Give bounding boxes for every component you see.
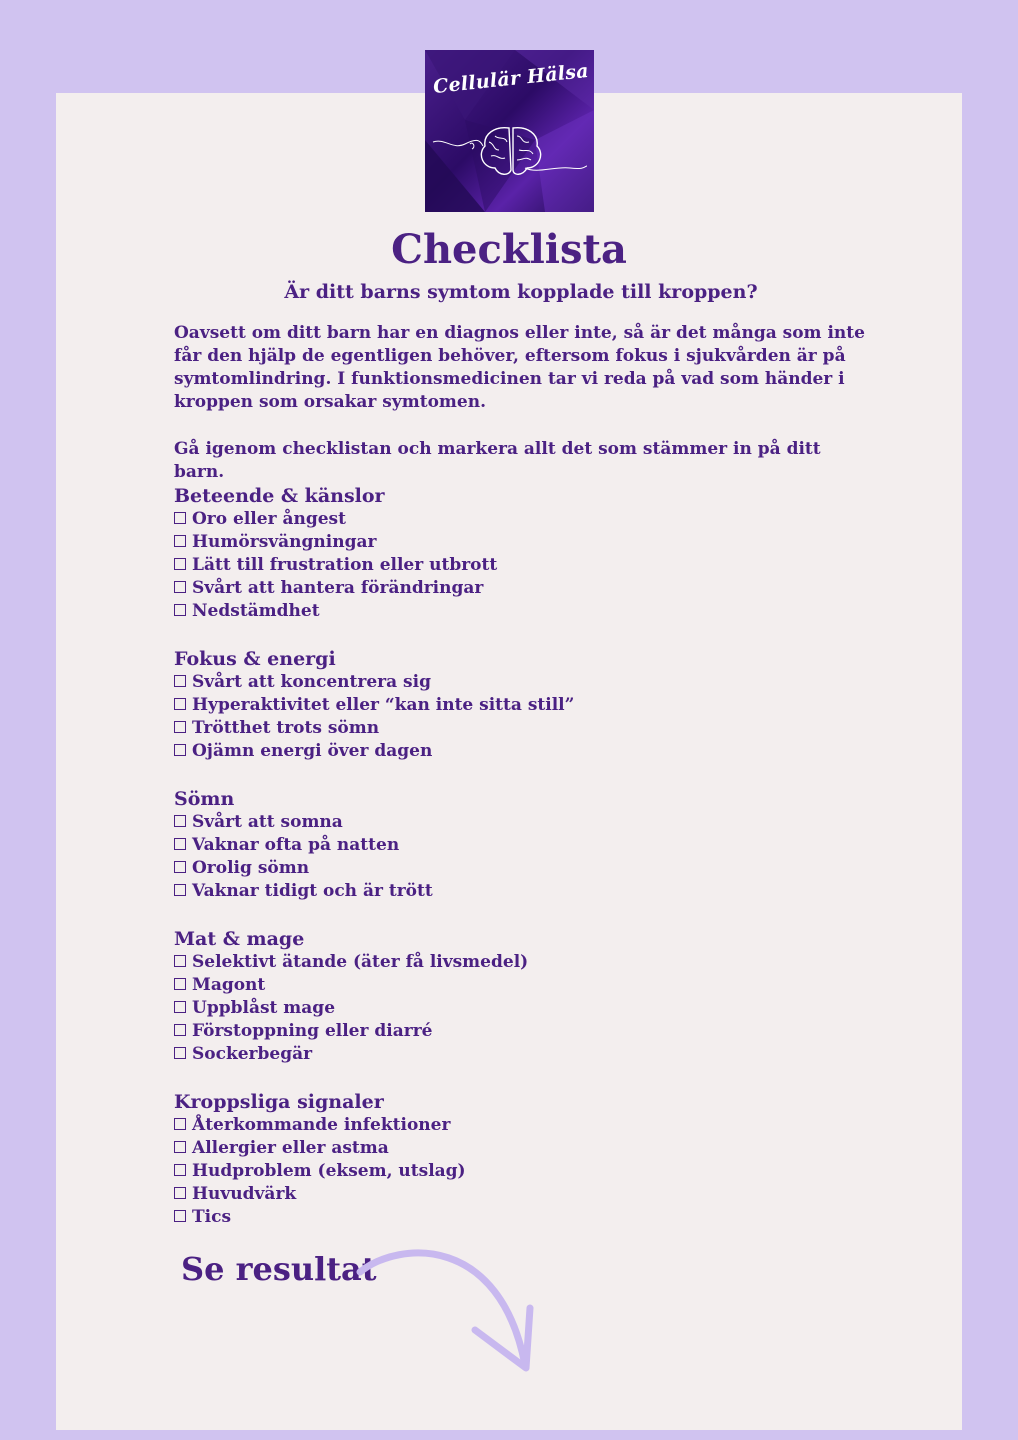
section-heading: Beteende & känslor [174, 485, 385, 507]
section-somn [174, 787, 774, 903]
checklist-item-label: Återkommande infektioner [192, 1115, 451, 1135]
checkbox-icon[interactable] [174, 1001, 186, 1013]
section-beteende [174, 484, 774, 623]
page-subtitle: Är ditt barns symtom kopplade till kroppen? [284, 281, 758, 303]
checkbox-icon[interactable] [174, 1164, 186, 1176]
curved-arrow-icon [350, 1240, 550, 1380]
checkbox-icon[interactable] [174, 838, 186, 850]
intro-paragraph: Oavsett om ditt barn har en diagnos eller inte, så är det många som inte får den hjälp de egentligen behöver, eftersom fokus i sjukvården är på symtomlindring. I funktionsmedicinen tar vi reda på vad som händer i kroppen som orsakar symtomen. [174, 323, 865, 412]
see-results-link[interactable]: Se resultat [181, 1250, 377, 1288]
checklist-item-label: Magont [192, 975, 266, 995]
checkbox-icon[interactable] [174, 815, 186, 827]
checklist-item[interactable] [174, 1114, 774, 1137]
checklist-item-label: Nedstämdhet [192, 601, 320, 621]
checklist-item[interactable] [174, 880, 774, 903]
checklist-item[interactable] [174, 577, 774, 600]
checklist-item-label: Uppblåst mage [192, 998, 336, 1018]
section-mat [174, 927, 774, 1066]
section-heading: Fokus & energi [174, 648, 336, 670]
checkbox-icon[interactable] [174, 1141, 186, 1153]
checklist-item-label: Svårt att koncentrera sig [192, 672, 431, 692]
checklist-item[interactable] [174, 1043, 774, 1066]
checklist-item-label: Förstoppning eller diarré [192, 1021, 433, 1041]
checklist-item-label: Vaknar ofta på natten [192, 835, 400, 855]
checklist-item[interactable] [174, 1137, 774, 1160]
checkbox-icon[interactable] [174, 535, 186, 547]
checklist-item[interactable] [174, 740, 774, 763]
checkbox-icon[interactable] [174, 512, 186, 524]
checklist-item[interactable] [174, 951, 774, 974]
checklist-item[interactable] [174, 508, 774, 531]
checklist-item-label: Trötthet trots sömn [192, 718, 380, 738]
checkbox-icon[interactable] [174, 978, 186, 990]
checklist-item-label: Oro eller ångest [192, 509, 346, 529]
checklist-item-label: Allergier eller astma [192, 1138, 389, 1158]
checklist-item[interactable] [174, 554, 774, 577]
checklist-item[interactable] [174, 1160, 774, 1183]
checklist-item-label: Huvudvärk [192, 1184, 297, 1204]
checkbox-icon[interactable] [174, 1047, 186, 1059]
checklist-item[interactable] [174, 1206, 774, 1229]
checklist-item-label: Humörsvängningar [192, 532, 377, 552]
checklist-item-label: Svårt att somna [192, 812, 343, 832]
checklist-item[interactable] [174, 811, 774, 834]
checklist-item[interactable] [174, 694, 774, 717]
section-kropp [174, 1090, 774, 1229]
checklist-item-label: Sockerbegär [192, 1044, 313, 1064]
checkbox-icon[interactable] [174, 675, 186, 687]
section-fokus [174, 647, 774, 763]
checkbox-icon[interactable] [174, 884, 186, 896]
instruction-paragraph: Gå igenom checklistan och markera allt det som stämmer in på ditt barn. [174, 439, 821, 482]
checklist-item-label: Ojämn energi över dagen [192, 741, 433, 761]
checklist-item-label: Lätt till frustration eller utbrott [192, 555, 498, 575]
checklist-item[interactable] [174, 997, 774, 1020]
checkbox-icon[interactable] [174, 955, 186, 967]
section-heading: Mat & mage [174, 928, 305, 950]
checkbox-icon[interactable] [174, 1024, 186, 1036]
checkbox-icon[interactable] [174, 558, 186, 570]
checklist-item[interactable] [174, 600, 774, 623]
checkbox-icon[interactable] [174, 581, 186, 593]
section-heading: Kroppsliga signaler [174, 1091, 384, 1113]
checklist-item[interactable] [174, 1183, 774, 1206]
logo-text: Cellulär Hälsa [432, 59, 590, 99]
checklist-item-label: Svårt att hantera förändringar [192, 578, 484, 598]
checkbox-icon[interactable] [174, 1210, 186, 1222]
checkbox-icon[interactable] [174, 604, 186, 616]
checkbox-icon[interactable] [174, 861, 186, 873]
checklist-item-label: Tics [192, 1207, 232, 1227]
brand-logo [425, 50, 594, 212]
checklist-item[interactable] [174, 834, 774, 857]
checklist-item[interactable] [174, 671, 774, 694]
checklist-item[interactable] [174, 857, 774, 880]
checklist-item-label: Hyperaktivitet eller “kan inte sitta still” [192, 695, 575, 715]
checkbox-icon[interactable] [174, 744, 186, 756]
checklist-item[interactable] [174, 717, 774, 740]
checklist-item-label: Vaknar tidigt och är trött [192, 881, 433, 901]
checklist-item[interactable] [174, 1020, 774, 1043]
checklist-item[interactable] [174, 974, 774, 997]
checkbox-icon[interactable] [174, 1118, 186, 1130]
checklist-item-label: Orolig sömn [192, 858, 310, 878]
checklist-item-label: Selektivt ätande (äter få livsmedel) [192, 952, 529, 972]
checkbox-icon[interactable] [174, 721, 186, 733]
section-heading: Sömn [174, 788, 235, 810]
checkbox-icon[interactable] [174, 1187, 186, 1199]
checkbox-icon[interactable] [174, 698, 186, 710]
checklist-item-label: Hudproblem (eksem, utslag) [192, 1161, 466, 1181]
checklist-item[interactable] [174, 531, 774, 554]
page-title: Checklista [391, 226, 627, 273]
brain-logo-icon [425, 120, 594, 200]
